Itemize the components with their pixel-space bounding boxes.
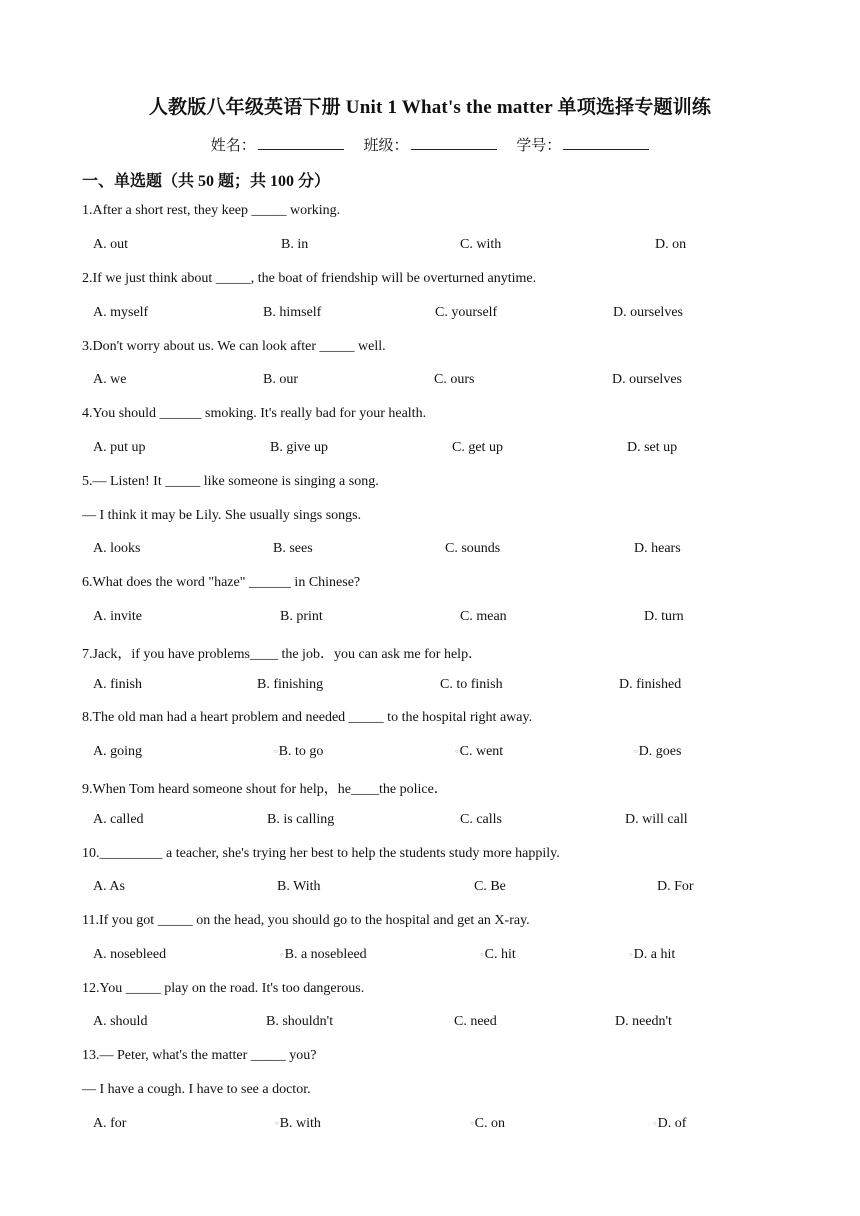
question-3-option-d: D. ourselves bbox=[612, 372, 682, 387]
question-2-option-c: C. yourself bbox=[435, 305, 498, 320]
question-6-option-b: B. print bbox=[280, 609, 323, 624]
question-10-option-d: D. For bbox=[657, 879, 694, 894]
student-info-line bbox=[0, 134, 860, 155]
question-11-option-c-wrap bbox=[480, 947, 516, 963]
question-11-stem: 11.If you got _____ on the head, you should go to the hospital and get an X-ray. bbox=[82, 913, 530, 928]
question-6-option-a: A. invite bbox=[93, 609, 142, 624]
question-8-option-d: D. goes bbox=[638, 744, 682, 759]
question-10-stem: 10._________ a teacher, she's trying her best to help the students study more happily. bbox=[82, 846, 560, 861]
question-13-option-d: D. of bbox=[657, 1116, 687, 1131]
question-1-option-d: D. on bbox=[655, 237, 687, 252]
question-11-option-b: B. a nosebleed bbox=[284, 947, 367, 962]
class-blank bbox=[411, 135, 497, 150]
question-3-option-a: A. we bbox=[93, 372, 127, 387]
question-13-option-b-wrap bbox=[275, 1116, 321, 1132]
question-12-stem: 12.You _____ play on the road. It's too dangerous. bbox=[82, 981, 365, 996]
question-3-option-b: B. our bbox=[263, 372, 298, 387]
id-field bbox=[516, 134, 649, 155]
question-9-option-a: A. called bbox=[93, 812, 144, 827]
question-6-option-c: C. mean bbox=[460, 609, 507, 624]
question-12-option-b: B. shouldn't bbox=[266, 1014, 334, 1029]
question-11-option-d-wrap bbox=[629, 947, 675, 963]
question-2-option-a: A. myself bbox=[93, 305, 149, 320]
question-13-response: — I have a cough. I have to see a doctor. bbox=[82, 1082, 311, 1097]
question-4-stem: 4.You should ______ smoking. It's really bad for your health. bbox=[82, 406, 427, 421]
bullet-dot-icon: ○ bbox=[274, 748, 278, 755]
bullet-dot-icon: ○ bbox=[634, 748, 638, 755]
question-4-option-b: B. give up bbox=[270, 440, 328, 455]
question-5-option-c: C. sounds bbox=[445, 541, 501, 556]
question-13-option-d-wrap bbox=[653, 1116, 686, 1132]
question-1-stem: 1.After a short rest, they keep _____ working. bbox=[82, 203, 341, 218]
name-field bbox=[211, 134, 344, 155]
question-1-option-c: C. with bbox=[460, 237, 502, 252]
name-label: 姓名： bbox=[210, 138, 256, 154]
bullet-dot-icon: ○ bbox=[629, 951, 633, 958]
question-13-option-c-wrap bbox=[470, 1116, 505, 1132]
question-7-option-a: A. finish bbox=[93, 677, 142, 692]
question-8-option-b-wrap bbox=[274, 744, 323, 760]
question-5-option-a: A. looks bbox=[93, 541, 141, 556]
bullet-dot-icon: ○ bbox=[455, 748, 459, 755]
class-label: 班级： bbox=[363, 138, 409, 154]
bullet-dot-icon: ○ bbox=[275, 1120, 279, 1127]
question-8-option-d-wrap bbox=[634, 744, 681, 760]
question-13-option-b: B. with bbox=[279, 1116, 321, 1131]
question-9-option-c: C. calls bbox=[460, 812, 502, 827]
question-9-option-b: B. is calling bbox=[267, 812, 335, 827]
bullet-dot-icon: ○ bbox=[653, 1120, 657, 1127]
name-blank bbox=[258, 135, 344, 150]
question-12-option-a: A. should bbox=[93, 1014, 148, 1029]
question-13-option-a: A. for bbox=[93, 1116, 127, 1131]
question-8-option-a: A. going bbox=[93, 744, 142, 759]
question-8-option-b: B. to go bbox=[278, 744, 324, 759]
id-label: 学号： bbox=[516, 138, 562, 154]
question-4-option-a: A. put up bbox=[93, 440, 146, 455]
question-10-option-b: B. With bbox=[277, 879, 321, 894]
question-4-option-d: D. set up bbox=[627, 440, 678, 455]
question-9-option-d: D. will call bbox=[625, 812, 688, 827]
question-11-option-b-wrap bbox=[280, 947, 367, 963]
question-6-stem: 6.What does the word "haze" ______ in Chinese? bbox=[82, 575, 361, 590]
question-12-option-d: D. needn't bbox=[615, 1014, 672, 1029]
question-10-option-c: C. Be bbox=[474, 879, 506, 894]
question-5-stem: 5.— Listen! It _____ like someone is singing a song. bbox=[82, 474, 379, 489]
question-11-option-a: A. nosebleed bbox=[93, 947, 167, 962]
class-field bbox=[363, 134, 496, 155]
question-13-option-c: C. on bbox=[474, 1116, 505, 1131]
question-11-option-d: D. a hit bbox=[633, 947, 676, 962]
question-8-stem: 8.The old man had a heart problem and needed _____ to the hospital right away. bbox=[82, 710, 533, 725]
question-6-option-d: D. turn bbox=[644, 609, 684, 624]
section-heading: 一、单选题（共 50 题；共 100 分） bbox=[82, 173, 331, 190]
question-9-stem: 9.When Tom heard someone shout for help，he____the police． bbox=[82, 782, 448, 797]
question-10-option-a: A. As bbox=[93, 879, 125, 894]
bullet-dot-icon: ○ bbox=[280, 951, 284, 958]
question-5-option-b: B. sees bbox=[273, 541, 313, 556]
question-2-stem: 2.If we just think about _____, the boat of friendship will be overturned anytime. bbox=[82, 271, 537, 286]
question-3-stem: 3.Don't worry about us. We can look after _____ well. bbox=[82, 339, 386, 354]
question-7-stem: 7.Jack，if you have problems____ the job．you can ask me for help． bbox=[82, 647, 483, 662]
bullet-dot-icon: ○ bbox=[470, 1120, 474, 1127]
question-5-response: — I think it may be Lily. She usually sings songs. bbox=[82, 508, 362, 523]
question-8-option-c-wrap bbox=[455, 744, 503, 760]
question-1-option-a: A. out bbox=[93, 237, 128, 252]
question-3-option-c: C. ours bbox=[434, 372, 475, 387]
question-5-option-d: D. hears bbox=[634, 541, 681, 556]
question-1-option-b: B. in bbox=[281, 237, 309, 252]
document-title: 人教版八年级英语下册 Unit 1 What's the matter 单项选择专题训练 bbox=[148, 97, 712, 118]
question-4-option-c: C. get up bbox=[452, 440, 503, 455]
question-2-option-d: D. ourselves bbox=[613, 305, 683, 320]
question-2-option-b: B. himself bbox=[263, 305, 322, 320]
question-7-option-d: D. finished bbox=[619, 677, 682, 692]
bullet-dot-icon: ○ bbox=[480, 951, 484, 958]
question-13-stem: 13.— Peter, what's the matter _____ you? bbox=[82, 1048, 317, 1063]
question-11-option-c: C. hit bbox=[484, 947, 516, 962]
question-7-option-b: B. finishing bbox=[257, 677, 324, 692]
question-7-option-c: C. to finish bbox=[440, 677, 503, 692]
question-12-option-c: C. need bbox=[454, 1014, 497, 1029]
id-blank bbox=[563, 135, 649, 150]
question-8-option-c: C. went bbox=[459, 744, 504, 759]
